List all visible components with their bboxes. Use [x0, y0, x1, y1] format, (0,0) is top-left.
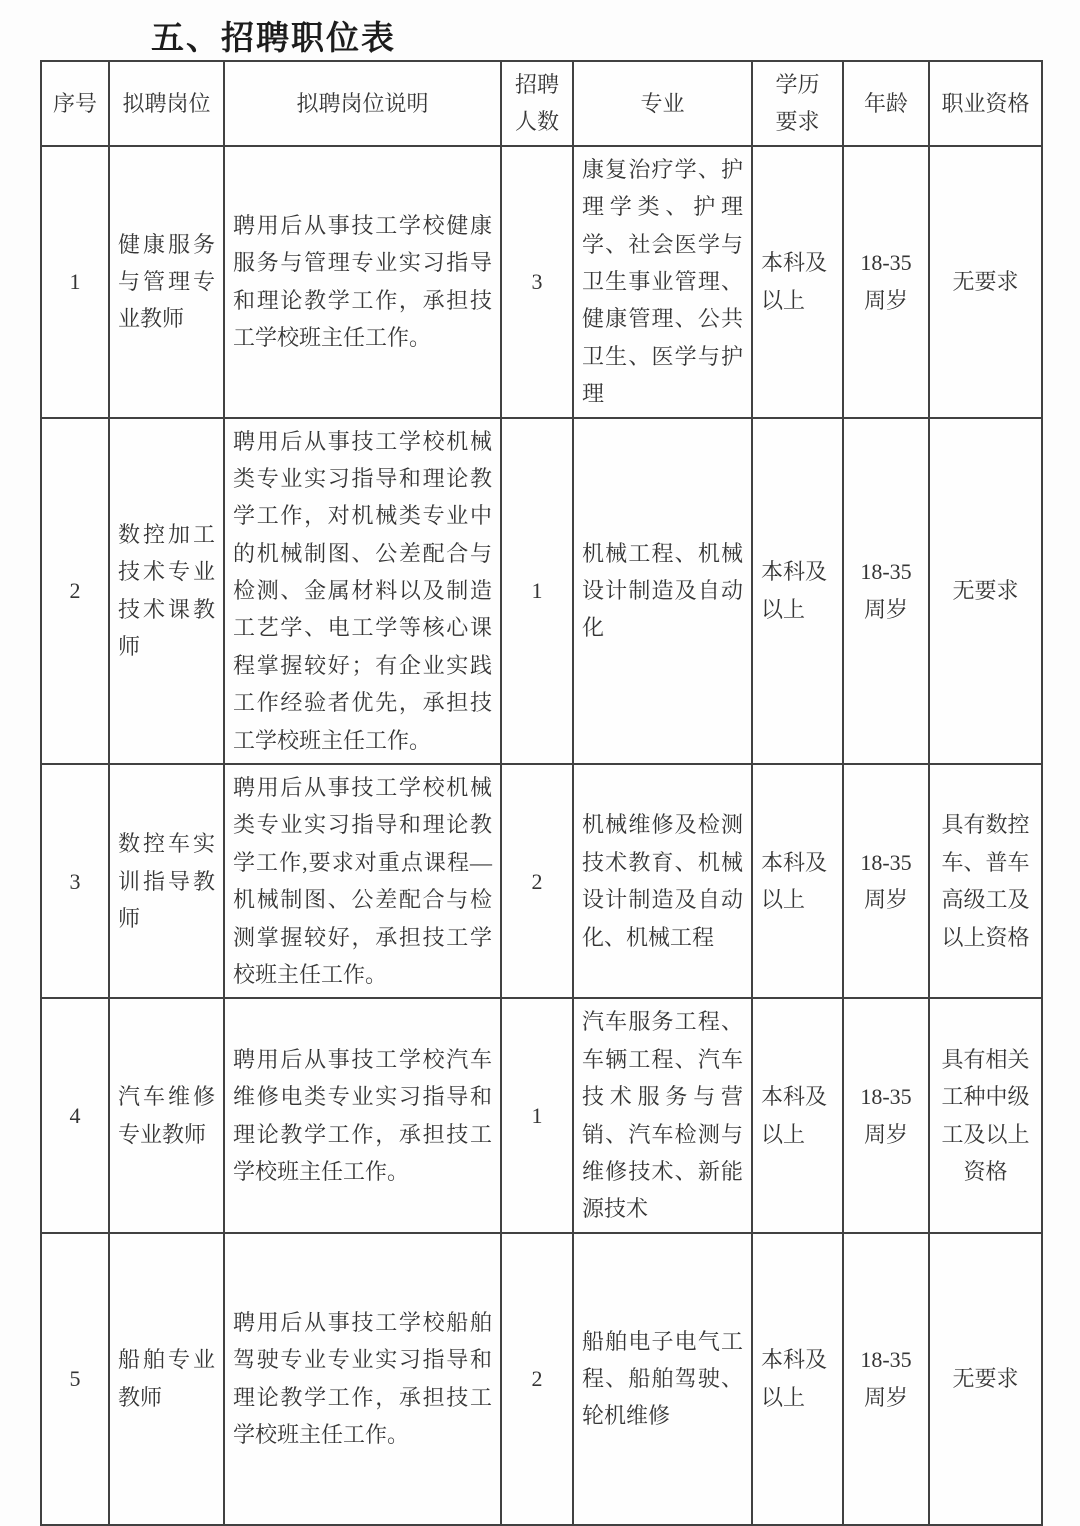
column-header-education: 学历要求 [752, 61, 843, 146]
cell-description: 聘用后从事技工学校机械类专业实习指导和理论教学工作，对机械类专业中的机械制图、公差配合与检测、金属材料以及制造工艺学、电工学等核心课程掌握较好；有企业实践工作经验者优先，承担技工学校班主任工作。 [224, 418, 501, 765]
cell-headcount: 2 [501, 1233, 573, 1525]
cell-headcount: 1 [501, 998, 573, 1232]
column-header-position: 拟聘岗位 [109, 61, 224, 146]
cell-position: 数控车实训指导教师 [109, 764, 224, 998]
cell-description: 聘用后从事技工学校船舶驾驶专业专业实习指导和理论教学工作，承担技工学校班主任工作。 [224, 1233, 501, 1525]
cell-position: 健康服务与管理专业教师 [109, 146, 224, 418]
cell-position: 汽车维修专业教师 [109, 998, 224, 1232]
cell-age: 18-35周岁 [843, 998, 929, 1232]
table-header-row [41, 61, 1042, 146]
cell-age: 18-35周岁 [843, 1233, 929, 1525]
table-row [41, 1233, 1042, 1525]
table-row [41, 418, 1042, 765]
cell-education: 本科及以上 [752, 998, 843, 1232]
column-header-major: 专业 [573, 61, 752, 146]
column-header-headcount: 招聘人数 [501, 61, 573, 146]
column-header-age: 年龄 [843, 61, 929, 146]
cell-age: 18-35周岁 [843, 418, 929, 765]
cell-education: 本科及以上 [752, 1233, 843, 1525]
cell-headcount: 1 [501, 418, 573, 765]
cell-qualification: 无要求 [929, 1233, 1042, 1525]
cell-major: 康复治疗学、护理学类、护理学、社会医学与卫生事业管理、健康管理、公共卫生、医学与护理 [573, 146, 752, 418]
cell-description: 聘用后从事技工学校机械类专业实习指导和理论教学工作,要求对重点课程—机械制图、公差配合与检测掌握较好，承担技工学校班主任工作。 [224, 764, 501, 998]
column-header-description: 拟聘岗位说明 [224, 61, 501, 146]
cell-no: 4 [41, 998, 109, 1232]
cell-major: 船舶电子电气工程、船舶驾驶、轮机维修 [573, 1233, 752, 1525]
cell-position: 船舶专业教师 [109, 1233, 224, 1525]
table-row [41, 764, 1042, 998]
recruitment-positions-table [40, 60, 1043, 1526]
cell-major: 机械工程、机械设计制造及自动化 [573, 418, 752, 765]
table-row [41, 146, 1042, 418]
page-title: 五、招聘职位表 [151, 19, 396, 56]
cell-qualification: 无要求 [929, 418, 1042, 765]
cell-no: 1 [41, 146, 109, 418]
cell-education: 本科及以上 [752, 764, 843, 998]
cell-headcount: 2 [501, 764, 573, 998]
cell-age: 18-35周岁 [843, 764, 929, 998]
cell-no: 3 [41, 764, 109, 998]
cell-qualification: 具有相关工种中级工及以上资格 [929, 998, 1042, 1232]
cell-no: 2 [41, 418, 109, 765]
cell-age: 18-35周岁 [843, 146, 929, 418]
cell-no: 5 [41, 1233, 109, 1525]
cell-education: 本科及以上 [752, 146, 843, 418]
cell-position: 数控加工技术专业技术课教师 [109, 418, 224, 765]
cell-major: 机械维修及检测技术教育、机械设计制造及自动化、机械工程 [573, 764, 752, 998]
cell-headcount: 3 [501, 146, 573, 418]
cell-major: 汽车服务工程、车辆工程、汽车技术服务与营销、汽车检测与维修技术、新能源技术 [573, 998, 752, 1232]
cell-qualification: 具有数控车、普车高级工及以上资格 [929, 764, 1042, 998]
column-header-qualification: 职业资格 [929, 61, 1042, 146]
cell-description: 聘用后从事技工学校汽车维修电类专业实习指导和理论教学工作，承担技工学校班主任工作。 [224, 998, 501, 1232]
cell-description: 聘用后从事技工学校健康服务与管理专业实习指导和理论教学工作，承担技工学校班主任工作。 [224, 146, 501, 418]
column-header-no: 序号 [41, 61, 109, 146]
table-row [41, 998, 1042, 1232]
cell-qualification: 无要求 [929, 146, 1042, 418]
cell-education: 本科及以上 [752, 418, 843, 765]
